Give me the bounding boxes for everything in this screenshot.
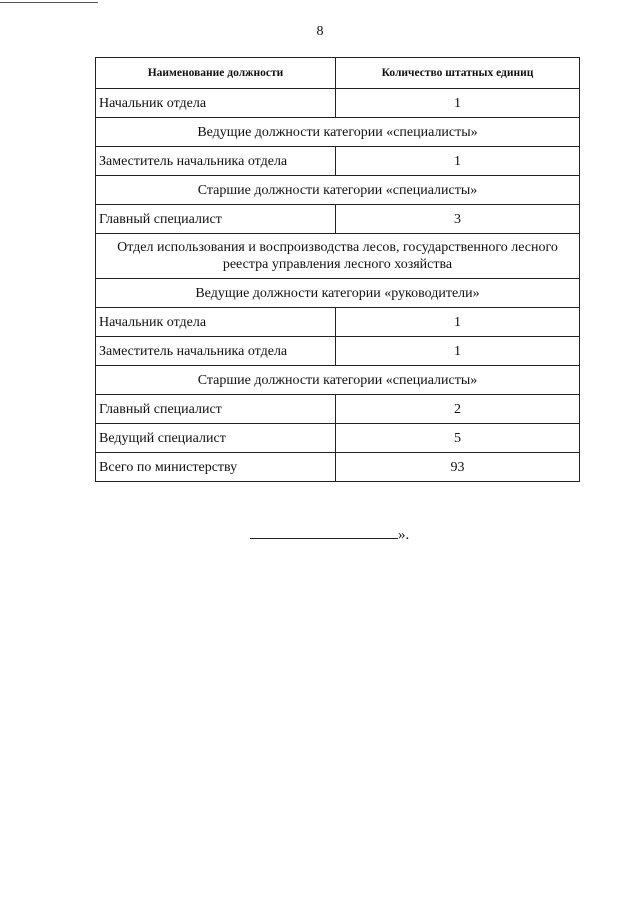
section-row [96,234,580,279]
section-row [96,176,580,205]
header-staff-count: Количество штатных единиц [336,58,580,89]
table-header-row [96,58,580,89]
position-name: Заместитель начальника отдела [96,147,336,176]
position-name: Главный специалист [96,205,336,234]
section-title: Старшие должности категории «специалисты» [96,176,580,205]
section-title: Ведущие должности категории «специалисты» [96,118,580,147]
position-name: Начальник отдела [96,89,336,118]
section-row [96,118,580,147]
position-name: Заместитель начальника отдела [96,337,336,366]
total-count: 93 [336,453,580,482]
position-name: Начальник отдела [96,308,336,337]
closing-quote: ». [398,527,410,543]
table-row [96,337,580,366]
staff-count: 5 [336,424,580,453]
table-row [96,424,580,453]
staff-count: 2 [336,395,580,424]
table-row [96,395,580,424]
staff-count: 1 [336,89,580,118]
total-label: Всего по министерству [96,453,336,482]
section-title: Ведущие должности категории «руководители» [96,279,580,308]
section-row [96,366,580,395]
page-number: 8 [316,24,324,39]
table-row [96,205,580,234]
staff-count: 1 [336,308,580,337]
staff-count: 1 [336,337,580,366]
table-row [96,308,580,337]
table-row [96,147,580,176]
blank-underline [250,524,398,539]
table-row [96,89,580,118]
department-title: Отдел использования и воспроизводства лесов, государственного лесного реестра управления лесного хозяйства [96,234,580,279]
total-row [96,453,580,482]
section-row [96,279,580,308]
corner-rule [0,2,98,3]
closing-line [250,524,409,544]
position-name: Ведущий специалист [96,424,336,453]
section-title: Старшие должности категории «специалисты» [96,366,580,395]
staff-count: 1 [336,147,580,176]
staff-count: 3 [336,205,580,234]
position-name: Главный специалист [96,395,336,424]
staff-table [95,57,580,482]
header-position-name: Наименование должности [96,58,336,89]
